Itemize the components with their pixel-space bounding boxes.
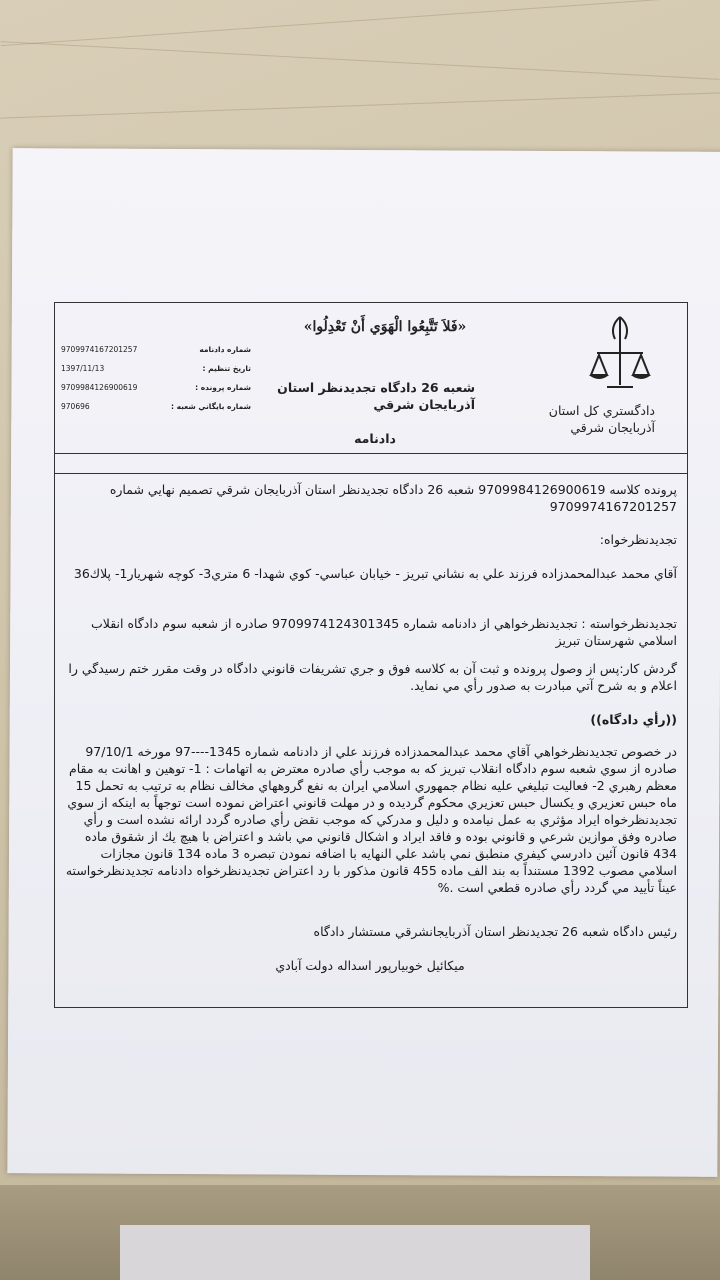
header-divider <box>55 453 687 454</box>
document-frame <box>54 302 688 1008</box>
appeal-request: تجديدنظرخواسته : تجديدنظرخواهي از دادنامه شماره 9709974124301345 صادره از شعبه سوم دادگاه انقلاب اسلامي شهرستان تبريز <box>90 616 677 648</box>
meta-verdict-number: 9709974167201257 شماره دادنامه <box>61 345 251 354</box>
org-name-line2: آذربايجان شرقي <box>570 420 655 435</box>
meta-date: 1397/11/13 تاريخ تنظيم : <box>61 364 251 373</box>
court-name: شعبه 26 دادگاه تجديدنظر استان آذربايجان شرقي <box>277 380 475 412</box>
verdict-paragraph: در خصوص تجديدنظرخواهي آقاي محمد عبدالمحمدزاده فرزند علي از دادنامه شماره 1345----97 مورخه 97/10/1 صادره از سوي شعبه سوم دادگاه انقلاب تبريز كه به موجب رأي صادره معترض به اتهامات : 1- توهين و اهانت به مقام معظم رهبري 2- فعاليت تبليغي عليه نظام جمهوري اسلامي ايران به نفع گروههاي مخالف نظام به ترتيب به تحمل 15 ماه حبس تعزيري و يكسال حبس تعزيري محكوم گرديده و در مهلت قانوني اعتراض نموده است توجهاً به اينكه از سوي تجديدنظرخواه ايراد مؤثري به عمل نيامده و دليل و مدركي كه موجب نقض رأي صادره گردد ارائه نشده است و رأي صادره وفق موازين شرعي و قانوني بوده و فاقد ايراد و اشكال قانوني مي باشد و اعتراض با هيچ يك از شقوق ماده 434 قانون آئين دادرسي كيفري منطبق نمي باشد علي النهايه با اضافه نمودن تبصره 3 ماده 134 قانون مجازات اسلامي مصوب 1392 مستنداً به بند الف ماده 455 قانون مذكور با رد اعتراض تجديدنظرخواه دادنامه تجديدنظرخواسته عيناً تأييد مي گردد رأي صادره قطعي است .% <box>65 744 677 895</box>
document-title: دادنامه <box>354 431 396 446</box>
signature-names: ميكائيل خوبيارپور اسداله دولت آبادي <box>275 958 465 973</box>
process-paragraph: گردش كار:پس از وصول پرونده و ثبت آن به كلاسه فوق و جري تشريفات قانوني دادگاه در وقت مقرر ختم رسيدگي را اعلام و به شرح آتي مبادرت به صدور رأي مي نمايد. <box>68 661 677 693</box>
appellant-heading: تجديدنظرخواه: <box>599 532 677 547</box>
underlying-paper <box>120 1225 590 1280</box>
iran-emblem-icon <box>585 313 655 393</box>
verdict-heading: ((رأي دادگاه)) <box>590 712 677 727</box>
quran-verse: «فَلاَ تَتَّبِعُوا الْهَوَي أَنْ تَعْدِلُوا» <box>303 319 467 335</box>
appellant-details: آقاي محمد عبدالمحمدزاده فرزند علي به نشاني تبريز - خيابان عباسي- كوي شهدا- 6 متري3- كوچه شهريار1- پلاك36 <box>73 566 677 581</box>
signature-title: رئيس دادگاه شعبه 26 تجديدنظر استان آذربايجانشرقي مستشار دادگاه <box>313 924 677 939</box>
org-name-line1: دادگستري كل استان <box>548 403 655 418</box>
case-summary: پرونده كلاسه 9709984126900619 شعبه 26 دادگاه تجديدنظر استان آذربايجان شرقي تصميم نهايي شماره 9709974167201257 <box>109 482 677 514</box>
meta-archive-number: 970696 شماره بايگاني شعبه : <box>61 402 251 411</box>
meta-case-number: 9709984126900619 شماره پرونده : <box>61 383 251 392</box>
header-divider-2 <box>55 473 687 474</box>
